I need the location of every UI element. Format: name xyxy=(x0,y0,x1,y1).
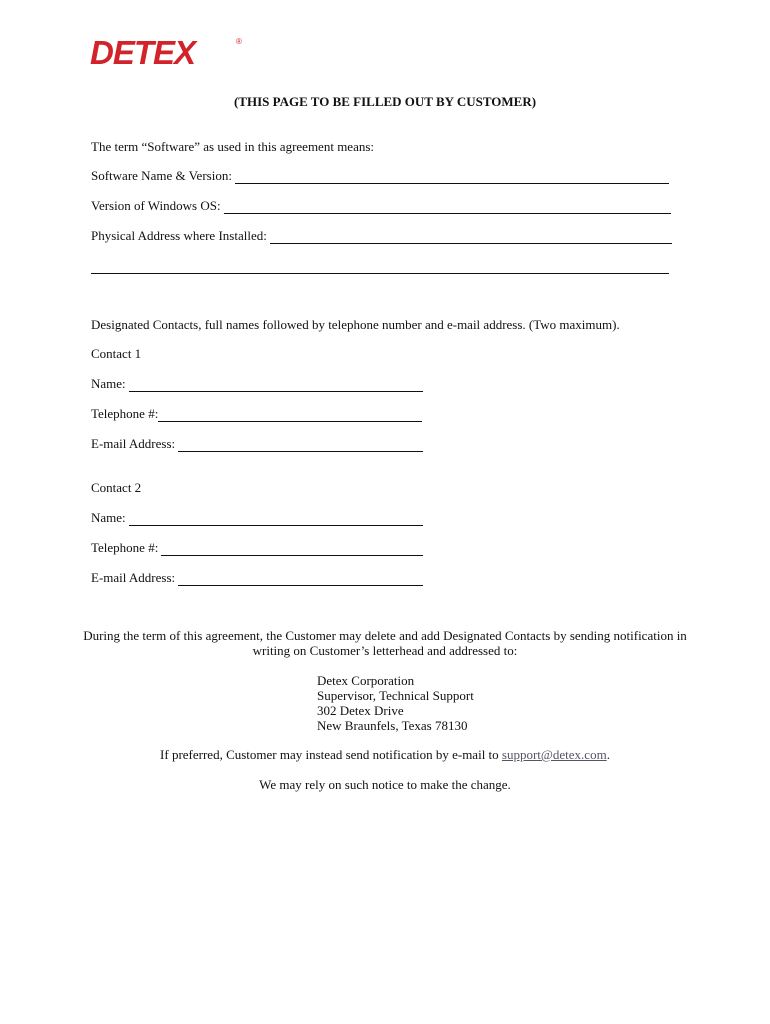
physical-address-field[interactable] xyxy=(270,230,672,244)
windows-os-label: Version of Windows OS: xyxy=(91,198,221,213)
support-email-link[interactable]: support@detex.com xyxy=(501,747,607,762)
physical-address-continuation-row xyxy=(91,256,669,274)
contact2-telephone-label: Telephone #: xyxy=(91,540,159,555)
contact2-email-field[interactable] xyxy=(178,572,423,586)
contact2-title: Contact 2 xyxy=(91,480,142,495)
contact1-name-label: Name: xyxy=(91,376,126,391)
contact2-name-field[interactable] xyxy=(129,512,423,526)
page-heading: (THIS PAGE TO BE FILLED OUT BY CUSTOMER) xyxy=(233,94,537,109)
contact2-name-row xyxy=(91,508,423,526)
contact2-telephone-row xyxy=(91,538,423,556)
windows-os-field[interactable] xyxy=(224,200,671,214)
software-name-version-row xyxy=(91,166,669,184)
contact1-email-label: E-mail Address: xyxy=(91,436,176,451)
email-notice xyxy=(0,747,770,762)
contact1-email-field[interactable] xyxy=(178,438,423,452)
address-city-state-zip: New Braunfels, Texas 78130 xyxy=(317,718,468,733)
contact2-email-row xyxy=(91,568,423,586)
email-notice-suffix: . xyxy=(606,747,610,762)
mailing-address xyxy=(317,673,474,733)
notice-paragraph xyxy=(0,628,770,658)
physical-address-label: Physical Address where Installed: xyxy=(91,228,267,243)
address-company: Detex Corporation xyxy=(317,673,415,688)
contact1-title: Contact 1 xyxy=(91,346,142,361)
notice-line2: writing on Customer’s letterhead and addressed to: xyxy=(252,643,518,658)
address-department: Supervisor, Technical Support xyxy=(317,688,474,703)
notice-line1: During the term of this agreement, the Customer may delete and add Designated Contacts by sending notification in xyxy=(83,628,687,643)
physical-address-row xyxy=(91,226,672,244)
software-intro: The term “Software” as used in this agreement means: xyxy=(91,139,375,154)
address-street: 302 Detex Drive xyxy=(317,703,404,718)
software-name-version-label: Software Name & Version: xyxy=(91,168,232,183)
physical-address-field-line2[interactable] xyxy=(91,260,669,274)
logo-text: DETEX xyxy=(90,34,196,68)
contact2-telephone-field[interactable] xyxy=(161,542,423,556)
contact1-name-row xyxy=(91,374,423,392)
contact1-telephone-field[interactable] xyxy=(158,408,422,422)
contact2-email-label: E-mail Address: xyxy=(91,570,176,585)
contact1-telephone-label: Telephone #: xyxy=(91,406,159,421)
contact1-name-field[interactable] xyxy=(129,378,423,392)
contact1-telephone-row xyxy=(91,404,422,422)
contact1-email-row xyxy=(91,434,423,452)
closing-statement: We may rely on such notice to make the change. xyxy=(259,777,511,792)
software-name-version-field[interactable] xyxy=(235,170,669,184)
windows-os-row xyxy=(91,196,671,214)
contact2-name-label: Name: xyxy=(91,510,126,525)
detex-logo xyxy=(90,34,246,68)
email-notice-prefix: If preferred, Customer may instead send notification by e-mail to xyxy=(160,747,502,762)
contacts-intro: Designated Contacts, full names followed by telephone number and e-mail address. (Two maximum). xyxy=(91,317,620,332)
registered-mark: ® xyxy=(236,37,242,46)
